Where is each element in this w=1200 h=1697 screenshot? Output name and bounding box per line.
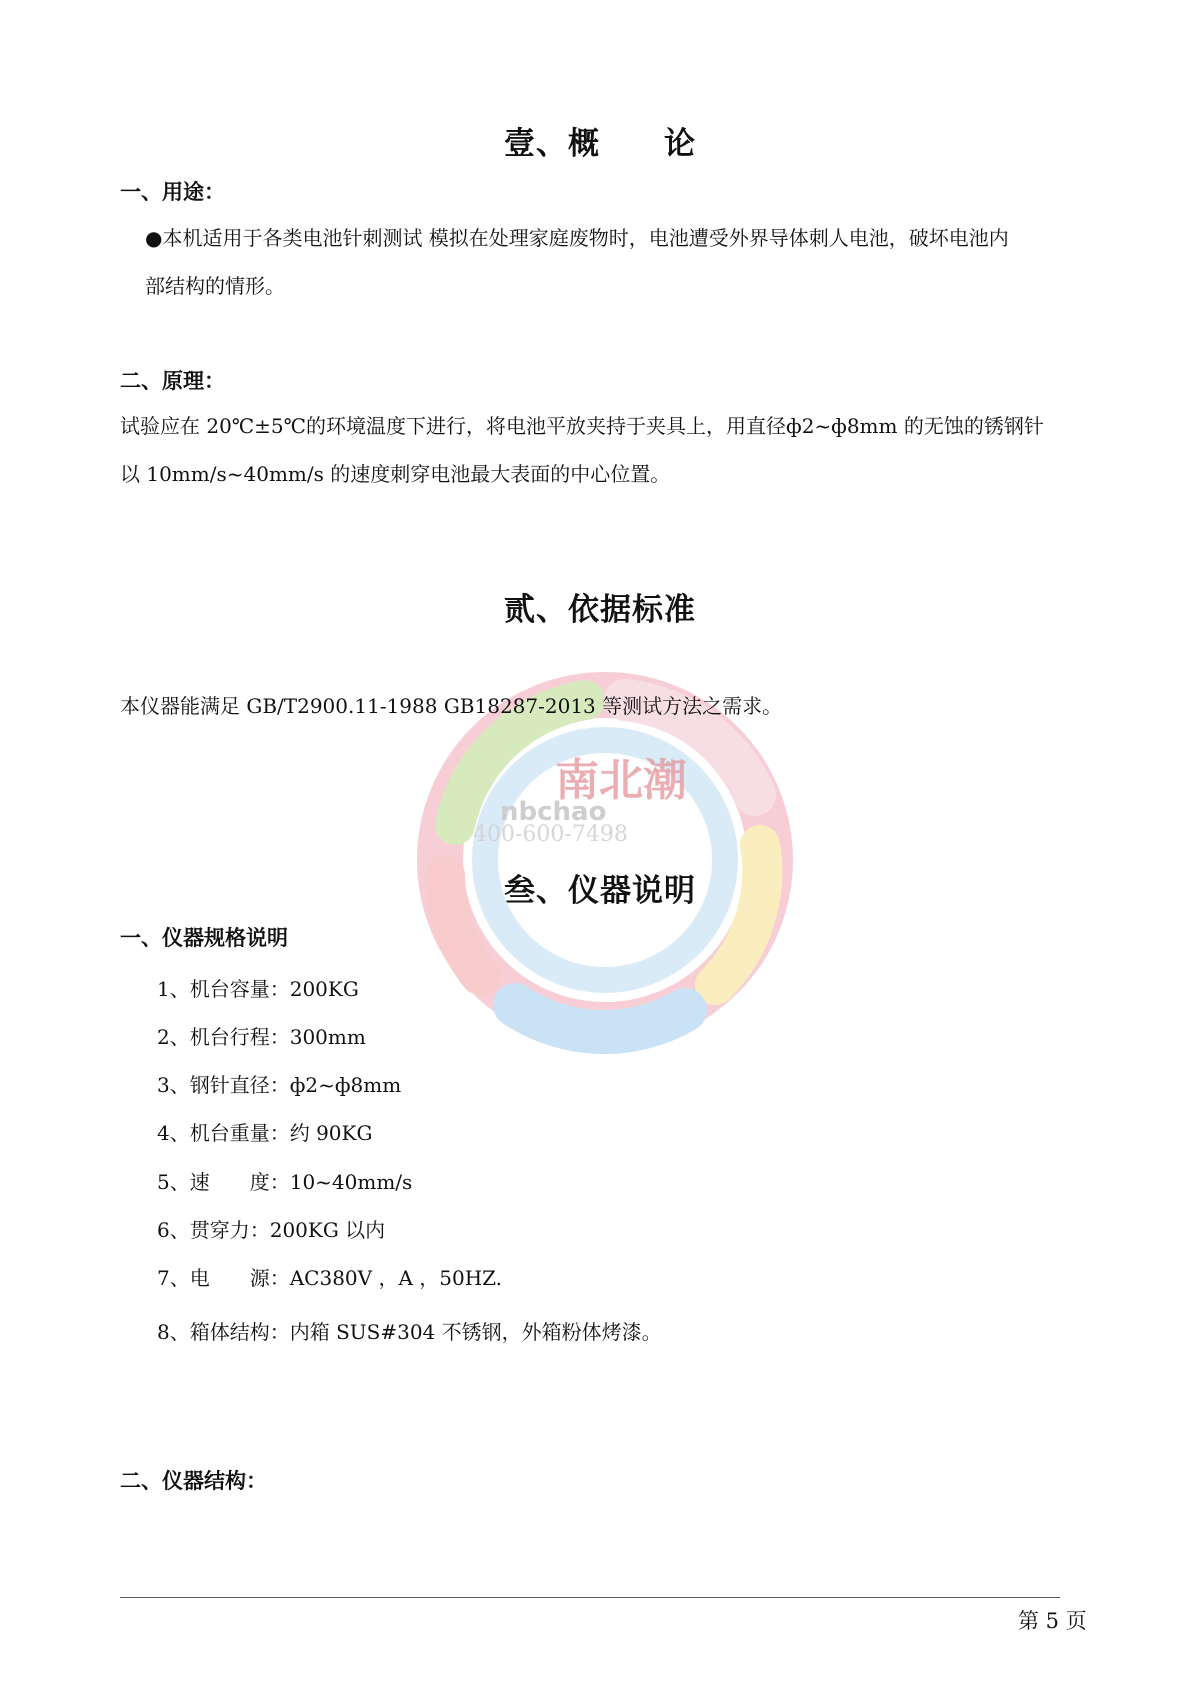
footer-rule <box>120 1597 1060 1598</box>
principle-text-line2: 以 10mm/s~40mm/s 的速度刺穿电池最大表面的中心位置。 <box>120 462 671 486</box>
usage-text-line2: 部结构的情形。 <box>145 274 285 298</box>
structure-heading: 二、仪器结构： <box>120 1469 267 1493</box>
spec-heading: 一、仪器规格说明 <box>120 926 288 950</box>
page-number: 第 5 页 <box>1018 1609 1087 1633</box>
spec-item-force: 6、贯穿力：200KG 以内 <box>157 1218 386 1242</box>
spec-item-cabinet: 8、箱体结构：内箱 SUS#304 不锈钢，外箱粉体烤漆。 <box>157 1320 662 1344</box>
section-title-overview: 壹、概 论 <box>504 126 696 162</box>
principle-heading: 二、原理： <box>120 369 225 393</box>
spec-item-speed: 5、速 度：10~40mm/s <box>157 1170 413 1194</box>
spec-item-needle-diameter: 3、钢针直径：ф2~ф8mm <box>157 1073 402 1097</box>
spec-item-weight: 4、机台重量：约 90KG <box>157 1121 373 1145</box>
principle-text-line1: 试验应在 20℃±5℃的环境温度下进行，将电池平放夹持于夹具上，用直径ф2~ф8mm 的无蚀的锈钢针 <box>120 414 1044 438</box>
spec-item-power: 7、电 源：AC380V ，A ，50HZ. <box>157 1266 503 1290</box>
usage-heading: 一、用途： <box>120 180 225 204</box>
spec-item-capacity: 1、机台容量：200KG <box>157 977 359 1001</box>
spec-item-stroke: 2、机台行程：300mm <box>157 1025 366 1049</box>
watermark-brand: 南北潮 <box>555 755 687 806</box>
section-title-instrument: 叁、仪器说明 <box>504 873 696 909</box>
watermark-site: nbchao <box>500 797 607 827</box>
watermark-phone: 400-600-7498 <box>473 822 628 847</box>
section-title-standards: 贰、依据标准 <box>504 592 696 628</box>
standards-text: 本仪器能满足 GB/T2900.11-1988 GB18287-2013 等测试方法之需求。 <box>120 694 783 718</box>
usage-text-line1: ●本机适用于各类电池针刺测试 模拟在处理家庭废物时，电池遭受外界导体刺人电池，破坏电池内 <box>145 226 1009 250</box>
